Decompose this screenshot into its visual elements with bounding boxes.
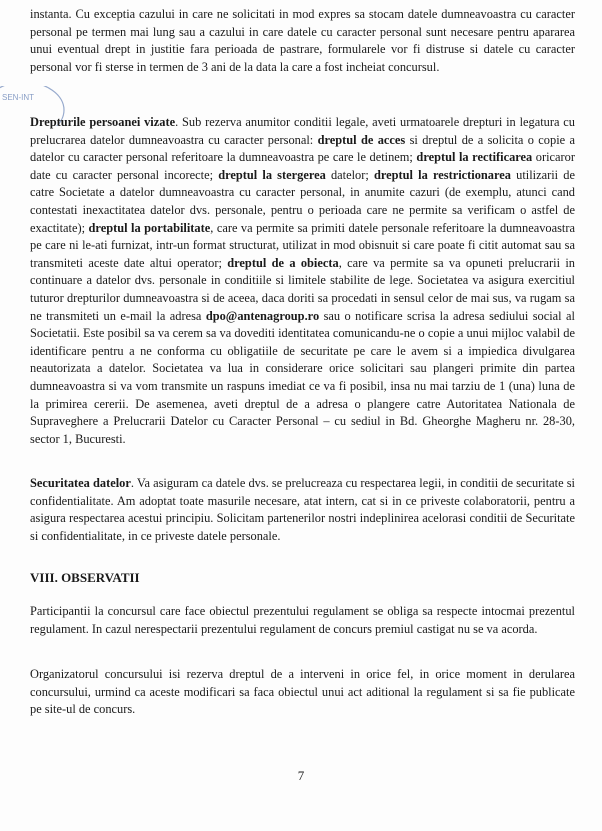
rights-title: Drepturile persoanei vizate: [30, 115, 176, 129]
section-heading: VIII. OBSERVATII: [30, 570, 140, 585]
paragraph-organizer-rights: Organizatorul concursului isi rezerva dreptul de a interveni in orice fel, in orice moment in derularea concursului, urmind ca aceste modificari sa faca obiectul unui act aditional la regulament si sa fie publicate pe site-ul de concurs.: [30, 667, 575, 717]
paragraph-data-subject-rights: Drepturile persoanei vizate. Sub rezerva anumitor conditii legale, aveti urmatoarele drepturi in legatura cu prelucrarea datelor dumneavoastra cu caracter personal: dreptul de acces si dreptul de a solicita o copie a datelor cu caracter personal referitoare la dumneavoastra pe care le detinem; dreptul la rectificarea oricaror date cu caracter personal incorecte; dreptul la stergerea datelor; dreptul la restrictionarea utilizarii de catre Societate a datelor dumneavoastra cu caracter personal, in anumite cazuri (de exemplu, atunci cand contestati inexactitatea datelor dvs. personale, pentru o perioada care ne permite sa verificam o astfel de exactitate); dreptul la portabilitate, care va permite sa primiti datele personale referitoare la dumneavoastra pe care ni le-ati furnizat, intr-un format structurat, utilizat in mod obisnuit si care poate fi citit automat sau sa transmiteti aceste date altui operator; dreptul de a obiecta, care va permite sa va opuneti prelucrarii in continuare a datelor dvs. personale in conditiile si limitele stabilite de lege. Societatea va asigura exercitiul tuturor drepturilor dumneavoastra si de aceea, daca doriti sa procedati in sensul celor de mai sus, va rugam sa ne transmiteti un e-mail la adresa dpo@antenagroup.ro sau o notificare scrisa la adresa sediului social al Societatii. Este posibil sa va cerem sa va dovediti identitatea comunicandu-ne o copie a unui mijloc valabil de identificare pentru a ne conforma cu obligatiile de securitate pe care le avem si a impiedica divulgarea neautorizata a datelor. Societatea va lua in considerare orice solicitari sau plangeri primite din partea dumneavoastra si va vom transmite un raspuns imediat ce va fi posibil, insa nu mai tarziu de 1 (una) luna de la primirea cererii. De asemenea, aveti dreptul de a adresa o plangere catre Autoritatea Nationala de Supraveghere a Prelucrarii Datelor cu Caracter Personal – cu sediul in Bd. Gheorghe Magheru nr. 28-30, sector 1, Bucuresti.: [30, 115, 576, 446]
paragraph-retention: instanta. Cu exceptia cazului in care ne solicitati in mod expres sa stocam datele dumneavoastra cu caracter personal pe termen mai lung sau a cazului in care datele cu caracter personal sunt necesare pentru apararea unui eventual drept in justitie fara perioada de pastrare, formularele vor fi distruse si datele cu caracter personal vor fi sterse in termen de 3 ani de la data la care a fost incheiat concursul.: [30, 7, 575, 74]
paragraph-data-security: Securitatea datelor. Va asiguram ca datele dvs. se prelucreaza cu respectarea legii, in conditii de securitate si confidentialitate. Am adoptat toate masurile necesare, atat intern, cat si in ce priveste colaboratorii, pentru a asigura respectarea acestui principiu. Solicitam partenerilor nostri indeplinirea acelorasi conditii de Securitate si confidentialitate, in ce priveste datele personale.: [30, 476, 575, 543]
svg-text:SEN-INT: SEN-INT: [2, 93, 34, 102]
security-title: Securitatea datelor: [30, 476, 131, 490]
page-number: 7: [297, 768, 305, 783]
paragraph-obligations: Participantii la concursul care face obiectul prezentului regulament se obliga sa respecte intocmai prezentul regulament. In cazul nerespectarii prezentului regulament de concurs premiul castigat nu se va acorda.: [30, 604, 575, 636]
dpo-email: dpo@antenagroup.ro: [205, 308, 320, 323]
